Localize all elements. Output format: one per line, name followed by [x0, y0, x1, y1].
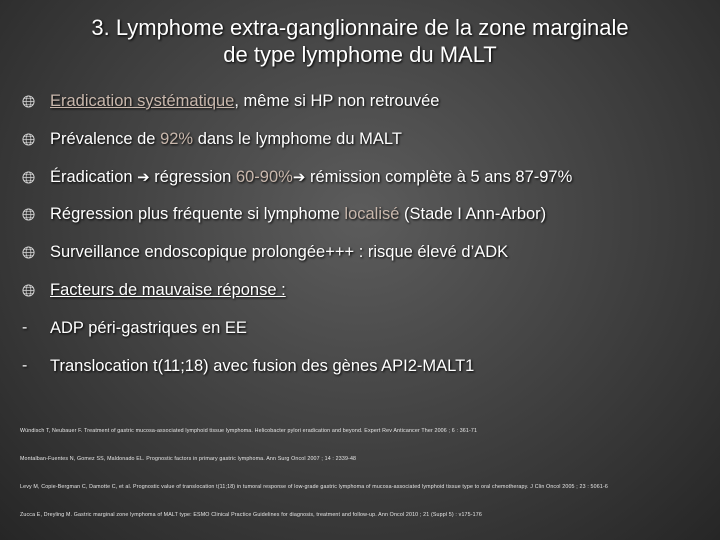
bullet-list [22, 90, 702, 392]
bullet-text [50, 128, 402, 150]
bullet-text-pre: Régression plus fréquente si lymphome [50, 205, 345, 224]
globe-icon [22, 128, 50, 146]
bullet-text-post: (Stade I Ann-Arbor) [399, 205, 547, 224]
bullet-text-post: , même si HP non retrouvée [234, 92, 440, 110]
arrow-right-icon: ➔ [137, 167, 150, 186]
bullet-item [22, 128, 702, 166]
reference-item: Levy M, Copie-Bergman C, Damotte C, et al. Prognostic value of translocation t(11;18) in tumoral response of low-grade gastric lymphoma of mucosa-associated lymphoid tissue type to oral chemotherapy. J Clin Oncol 2005 ; 23 : 5061-6 [20, 484, 608, 490]
bullet-text-part2: régression [149, 167, 236, 186]
bullet-text [50, 203, 546, 225]
globe-icon [22, 90, 50, 108]
bullet-item [22, 90, 702, 128]
highlight-text: localisé [344, 205, 400, 224]
bullet-item [22, 166, 702, 204]
bullet-text [50, 166, 572, 188]
dash-marker: - [22, 318, 28, 336]
highlight-text: 60-90% [235, 167, 293, 186]
highlight-text: 92% [160, 129, 194, 148]
references [20, 428, 700, 540]
bullet-text-part3: rémission complète à 5 ans 87-97% [305, 167, 573, 186]
bullet-item [22, 241, 702, 279]
bullet-text-post: dans le lymphome du MALT [193, 129, 402, 148]
globe-icon [22, 241, 50, 259]
bullet-text: Facteurs de mauvaise réponse : [50, 280, 286, 299]
slide-title [20, 14, 700, 68]
reference-item: Zucca E, Dreyling M. Gastric marginal zone lymphoma of MALT type: ESMO Clinical Practice Guidelines for diagnosis, treatment and follow-up. Ann Oncol 2010 ; 21 (Suppl 5) : v175-176 [20, 512, 482, 518]
dash-item [22, 317, 702, 355]
slide-title-line2: de type lymphome du MALT [223, 42, 497, 67]
bullet-item [22, 279, 702, 317]
globe-icon [22, 279, 50, 297]
globe-icon [22, 203, 50, 221]
globe-icon [22, 166, 50, 184]
arrow-right-icon: ➔ [292, 167, 306, 186]
reference-item: Montalban-Fuentes N, Gomez SS, Maldonado EL. Prognostic factors in primary gastric lymphoma. Ann Surg Oncol 2007 ; 14 : 2339-48 [20, 456, 357, 462]
bullet-text-part1: Éradication [50, 167, 138, 186]
dash-text: ADP péri-gastriques en EE [50, 318, 247, 337]
bullet-text [50, 90, 439, 112]
dash-marker: - [22, 356, 28, 374]
dash-item [22, 355, 702, 393]
bullet-text-pre: Prévalence de [50, 129, 161, 148]
bullet-text: Surveillance endoscopique prolongée+++ : risque élevé d’ADK [50, 243, 509, 262]
highlight-text: Eradication systématique [50, 92, 235, 110]
bullet-item [22, 203, 702, 241]
reference-item: Wündisch T, Neubauer F. Treatment of gastric mucosa-associated lymphoid tissue lymphoma. Helicobacter pylori eradication and beyond. Expert Rev Anticancer Ther 2006 ; 6 : 361-71 [20, 428, 478, 434]
dash-text: Translocation t(11;18) avec fusion des gènes API2-MALT1 [50, 356, 475, 375]
slide-title-line1: 3. Lymphome extra-ganglionnaire de la zone marginale [91, 15, 629, 40]
